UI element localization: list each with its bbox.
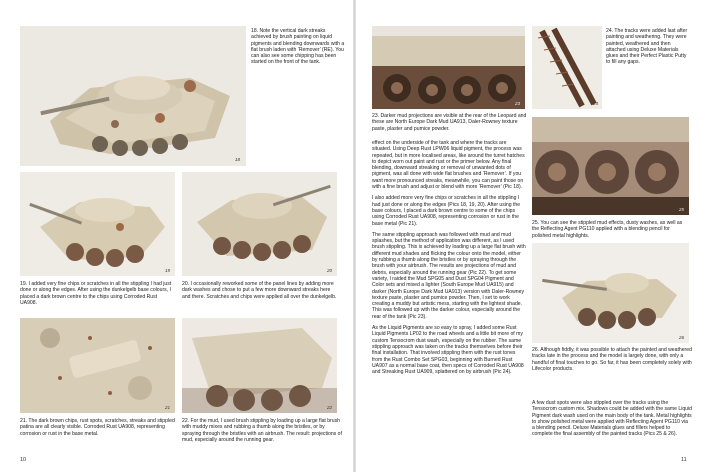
photo-26 bbox=[532, 243, 689, 343]
photo-number-22: 22 bbox=[326, 405, 332, 410]
tank-image-19 bbox=[20, 172, 175, 276]
body-paragraph: As the Liquid Pigments are so easy to spray, I added some Rust Liquid Pigments LP02 to the road wheels and a little bit more of my custom Tensocrom dust wash, especially on the rubber. The same stippling approach was taken on the tracks themselves before their final installation. That involved stippling them with the rust tones from the Rust Combo Set SPG03, beginning with Burned Rust UA907 as a normal base coat, then specs of Corroded Rust UA908 and Streaking Rust UA909, splattered on by airbrush (Pic 24). bbox=[372, 325, 524, 376]
photo-18 bbox=[20, 26, 246, 166]
photo-21 bbox=[20, 318, 175, 413]
body-paragraph: The same stippling approach was followed with mud and mud splashes, but the method of application was different, as I used brush stippling. This is achieved by loading up a large flat brush with different mud shades and flicking the colour onto the model, either by rubbing a thumb along the bristles or by spraying through the brush with your airbrush. The results are projections of mud and debris, especially around the running gear (Pic 22). To get some variety, I raided the Mud SPG05 and Dust SPG04 Pigment and Color sets and mixed a lighter (South Europe Mud UA915) and darker (North Europe Dark Mud UA913) version with Daler-Rowney texture paste, plaster and pumice powder. Then, I set to work creating a muddy but artistic mess, starting with the lightest shade. This was followed up with the darker colour, especially around the rear of the tank (Pic 23). bbox=[372, 231, 526, 320]
photo-number-20: 20 bbox=[326, 268, 332, 273]
body-paragraph: I also added more very fine chips or scratches in all the stippling I had just done or along the edges (Pics 18, 19, 20). After using the base colours, I placed a dark brown centre to some of the chips using Corroded Rust UA908, representing corrosion or rust in the base metal (Pic 21). bbox=[372, 195, 521, 227]
photo-20 bbox=[182, 172, 337, 276]
caption-25: 25. You can see the stippled mud effects, dusty washes, as well as the Reflecting Agent PG110 applied with a blending pencil for polished metal highlights. bbox=[532, 220, 683, 239]
page-number-left: 10 bbox=[20, 457, 27, 463]
caption-23: 23. Darker mud projections are visible at the rear of the Leopard and these are North Europe Dark Mud UA913, Daler-Rowney texture paste, plaster and pumice powder. bbox=[372, 113, 527, 132]
body-paragraph: effect on the underside of the tank and where the tracks are situated. Using Deep Rust LPW06 liquid pigment, the process was repeated, but in more localised areas, like around the turret hatches to depict worn out paint and rust or the primer below. Any final blending, downward streaking or removal of unwanted dots of pigment, was all done with wide flat brushes and ‘Remover’. If you want more pronounced streaks, meanwhile, you can paint those on with a fine brush and adjust or blend with more ‘Remover’ (Pic 18). bbox=[372, 140, 525, 191]
photo-19 bbox=[20, 172, 175, 276]
article-body bbox=[372, 140, 527, 380]
caption-22: 22. For the mud, I used brush stippling by loading up a large flat brush with muddy mixes and rubbing a thumb along the bristles, or by spraying through the bristles with an airbrush. The result: projections of mud, especially around the running gear. bbox=[182, 418, 342, 443]
tank-image-22 bbox=[182, 318, 337, 413]
caption-18: 18. Note the vertical dark streaks achieved by brush painting on liquid pigments and blending downwards with a flat brush laden with ‘Remover’ (RE). You can also see some chipping has been started on the front of the tank. bbox=[251, 28, 345, 66]
body-paragraph-continued: A few dust spots were also stippled over the tracks using the Tensocrom custom mix. Shadows could be added with the same Liquid Pigment dark wash used on the main body of the tank. Metal highlights to show polished metal were applied with Reflecting Agent PG110 via a blending pencil. Deluxe Materials glues and fillers helped to complete the final assembly of the painted tracks (Pics 25 & 26). bbox=[532, 400, 692, 438]
tank-image-21 bbox=[20, 318, 175, 413]
photo-22 bbox=[182, 318, 337, 413]
tank-image-18 bbox=[20, 26, 246, 166]
photo-number-19: 19 bbox=[164, 268, 170, 273]
caption-20: 20. I occasionally reworked some of the panel lines by adding more dark washes and chose to put a few more downward streaks here and there. Scratches and chips were applied all over the dunkelgelb. bbox=[182, 281, 337, 300]
tracks-image-24 bbox=[532, 26, 602, 109]
wheels-image-25 bbox=[532, 117, 689, 215]
photo-number-24: 24 bbox=[592, 101, 598, 106]
page-number-right: 11 bbox=[681, 457, 687, 463]
photo-number-25: 25 bbox=[678, 207, 684, 212]
photo-25 bbox=[532, 117, 689, 215]
photo-number-26: 26 bbox=[678, 335, 684, 340]
caption-21: 21. The dark brown chips, rust spots, scratches, streaks and stippled patina are all clearly visible. Corroded Rust UA908, representing corrosion or rust in the base metal. bbox=[20, 418, 175, 437]
photo-number-18: 18 bbox=[234, 157, 240, 162]
caption-19: 19. I added very fine chips or scratches in all the stippling I had just done or along the edges. After using the dunkelgelb base colours, I placed a dark brown centre to the chips using Corroded Rust UA908. bbox=[20, 281, 172, 306]
photo-23 bbox=[372, 26, 525, 109]
caption-24: 24. The tracks were added last after painting and weathering. They were painted, weathered and then attached using Deluxe Materials glues and their Perfect Plastic Putty to fill any gaps. bbox=[606, 28, 688, 66]
caption-26: 26. Although fiddly, it was possible to attach the painted and weathered tracks late in the process and the model is largely done, with only a handful of final touches to go. So far, it has been completely solely with Lifecolor products. bbox=[532, 347, 692, 372]
tank-image-26 bbox=[532, 243, 689, 343]
photo-number-21: 21 bbox=[164, 405, 170, 410]
photo-24 bbox=[532, 26, 602, 109]
tank-image-23 bbox=[372, 26, 525, 109]
tank-image-20 bbox=[182, 172, 337, 276]
page-gutter bbox=[353, 0, 356, 472]
photo-number-23: 23 bbox=[514, 101, 520, 106]
